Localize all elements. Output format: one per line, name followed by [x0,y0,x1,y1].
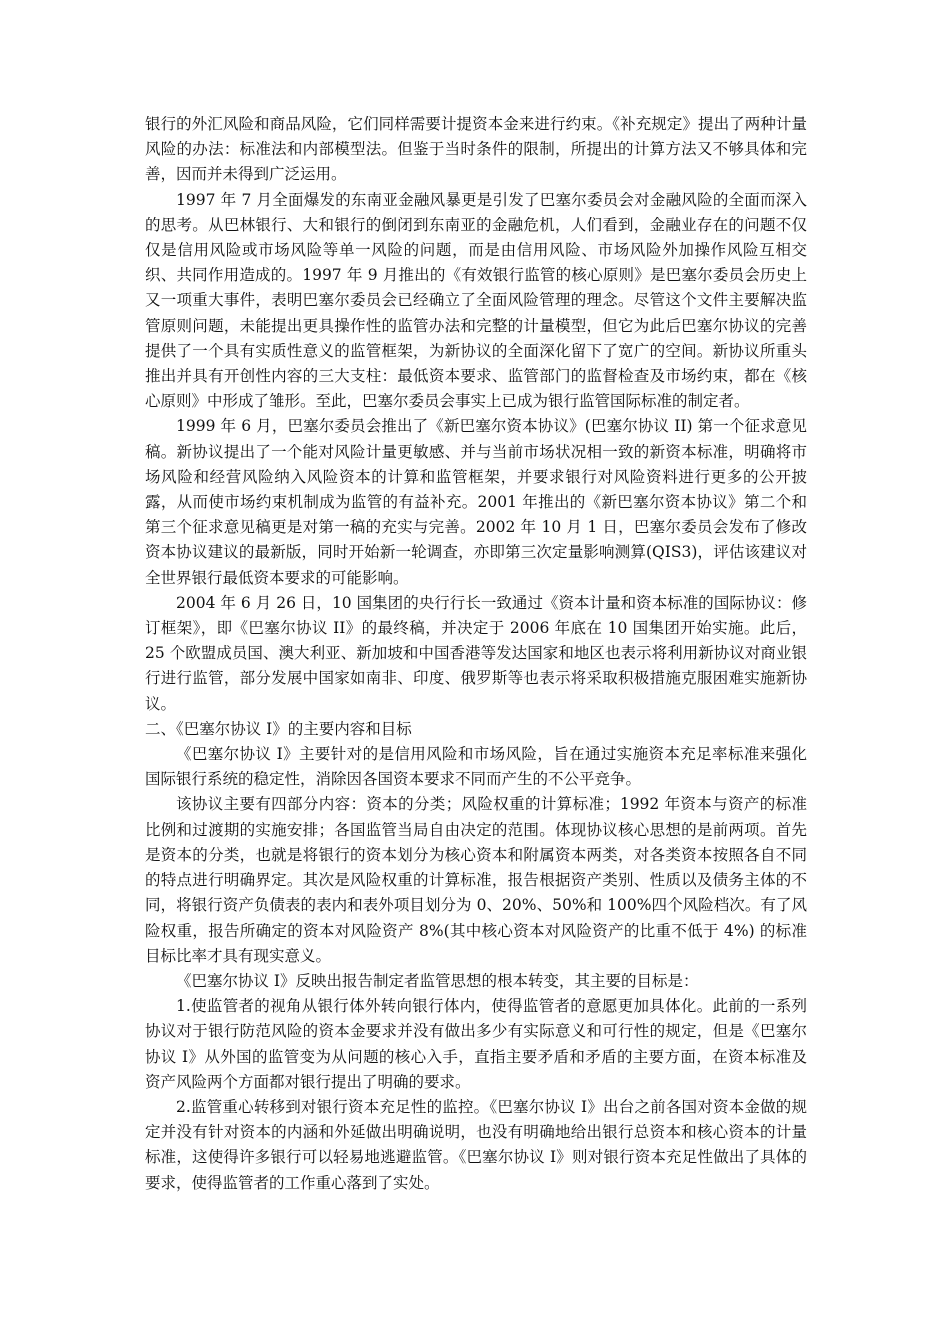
section-heading: 二、《巴塞尔协议 I》的主要内容和目标 [145,719,412,738]
paragraph-continuation: 银行的外汇风险和商品风险，它们同样需要计提资本金来进行约束。《补充规定》提出了两种计量风险的办法：标准法和内部模型法。但鉴于当时条件的限制，所提出的计算方法又不够具体和完善，因而并未得到广泛运用。 [145,115,807,184]
paragraph-goal-2: 2.监管重心转移到对银行资本充足性的监控。《巴塞尔协议 I》出台之前各国对资本金做的规定并没有针对资本的内涵和外延做出明确说明，也没有明确地给出银行总资本和核心资本的计量标准，这使得许多银行可以轻易地逃避监管。《巴塞尔协议 I》则对银行资本充足性做出了具体的要求，使得监管者的工作重心落到了实处。 [145,1097,807,1192]
paragraph-basel-i-focus: 《巴塞尔协议 I》主要针对的是信用风险和市场风险，旨在通过实施资本充足率标准来强化国际银行系统的稳定性，消除因各国资本要求不同而产生的不公平竞争。 [145,745,807,789]
paragraph-goal-1: 1.使监管者的视角从银行体外转向银行体内，使得监管者的意愿更加具体化。此前的一系列协议对于银行防范风险的资本金要求并没有做出多少有实际意义和可行性的规定，但是《巴塞尔协议 I》从外国的监管变为从问题的核心入手，直指主要矛盾和矛盾的主要方面，在资本标准及资产风险两个方面都对银行提出了明确的要求。 [145,997,807,1091]
paragraph-2004-final: 2004 年 6 月 26 日，10 国集团的央行行长一致通过《资本计量和资本标准的国际协议：修订框架》，即《巴塞尔协议 II》的最终稿，并决定于 2006 年底在 10 国集团开始实施。此后，25 个欧盟成员国、澳大利亚、新加坡和中国香港等发达国家和地区也表示将利用新协议对商业银行进行监管，部分发展中国家如南非、印度、俄罗斯等也表示将采取积极措施克服困难实施新协议。 [145,593,807,713]
paragraph-basel-i-content: 该协议主要有四部分内容：资本的分类；风险权重的计算标准；1992 年资本与资产的标准比例和过渡期的实施安排；各国监管当局自由决定的范围。体现协议核心思想的是前两项。首先是资本的分类，也就是将银行的资本划分为核心资本和附属资本两类，对各类资本按照各自不同的特点进行明确界定。其次是风险权重的计算标准，报告根据资产类别、性质以及债务主体的不同，将银行资产负债表的表内和表外项目划分为 0、20%、50%和 100%四个风险档次。有了风险权重，报告所确定的资本对风险资产 8%(其中核心资本对风险资产的比重不低于 4%) 的标准目标比率才具有现实意义。 [145,795,807,965]
document-body [145,112,807,1196]
paragraph-1999-basel-ii: 1999 年 6 月，巴塞尔委员会推出了《新巴塞尔资本协议》(巴塞尔协议 II) 第一个征求意见稿。新协议提出了一个能对风险计量更敏感、并与当前市场状况相一致的新资本标准，明确将市场风险和经营风险纳入风险资本的计算和监管框架，并要求银行对风险资料进行更多的公开披露，从而使市场约束机制成为监管的有益补充。2001 年推出的《新巴塞尔资本协议》第二个和第三个征求意见稿更是对第一稿的充实与完善。2002 年 10 月 1 日，巴塞尔委员会发布了修改资本协议建议的最新版，同时开始新一轮调查，亦即第三次定量影响测算(QIS3)，评估该建议对全世界银行最低资本要求的可能影响。 [145,417,807,587]
paragraph-basel-i-goals: 《巴塞尔协议 I》反映出报告制定者监管思想的根本转变，其主要的目标是： [176,971,699,990]
paragraph-1997-crisis: 1997 年 7 月全面爆发的东南亚金融风暴更是引发了巴塞尔委员会对金融风险的全面而深入的思考。从巴林银行、大和银行的倒闭到东南亚的金融危机，人们看到，金融业存在的问题不仅仅是信用风险或市场风险等单一风险的问题，而是由信用风险、市场风险外加操作风险互相交织、共同作用造成的。1997 年 9 月推出的《有效银行监管的核心原则》是巴塞尔委员会历史上又一项重大事件，表明巴塞尔委员会已经确立了全面风险管理的理念。尽管这个文件主要解决监管原则问题，未能提出更具操作性的监管办法和完整的计量模型，但它为此后巴塞尔协议的完善提供了一个具有实质性意义的监管框架，为新协议的全面深化留下了宽广的空间。新协议所重头推出并具有开创性内容的三大支柱：最低资本要求、监管部门的监督检查及市场约束，都在《核心原则》中形成了雏形。至此，巴塞尔委员会事实上已成为银行监管国际标准的制定者。 [145,190,807,411]
